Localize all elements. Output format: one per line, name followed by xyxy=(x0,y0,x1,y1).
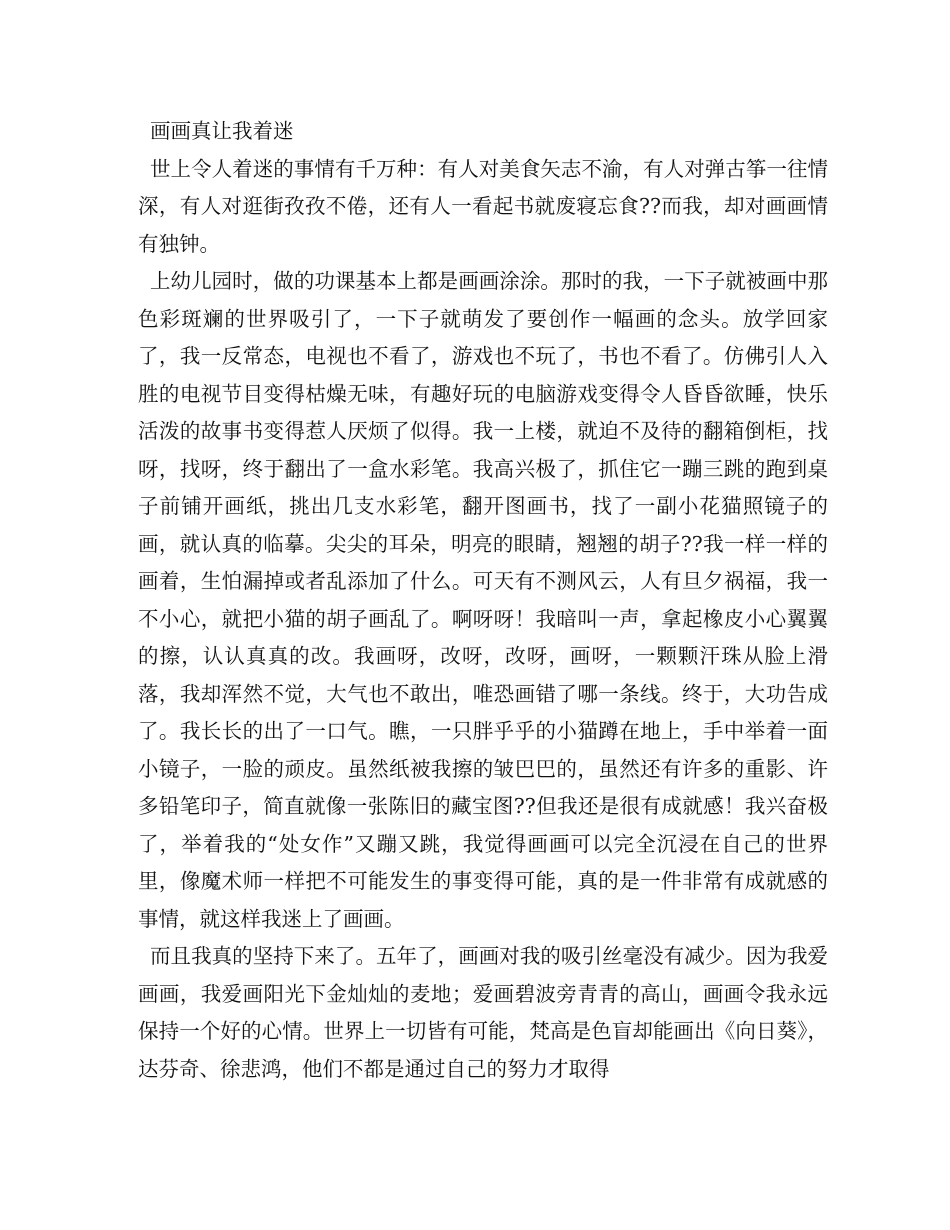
document-title: 画画真让我着迷 xyxy=(150,119,294,143)
paragraph-persistence: 而且我真的坚持下来了。五年了，画画对我的吸引丝毫没有减少。因为我爱画画，我爱画阳光下金灿灿的麦地；爱画碧波旁青青的高山，画画令我永远保持一个好的心情。世界上一切皆有可能，梵高是色盲却能画出《向日葵》，达芬奇、徐悲鸿，他们不都是通过自己的努力才取得 xyxy=(138,944,828,1081)
paragraph-kindergarten: 上幼儿园时，做的功课基本上都是画画涂涂。那时的我，一下子就被画中那色彩斑斓的世界吸引了，一下子就萌发了要创作一幅画的念头。放学回家了，我一反常态，电视也不看了，游戏也不玩了，书也不看了。仿佛引人入胜的电视节目变得枯燥无味，有趣好玩的电脑游戏变得令人昏昏欲睡，快乐活泼的故事书变得惹人厌烦了似得。我一上楼，就迫不及待的翻箱倒柜，找呀，找呀，终于翻出了一盒水彩笔。我高兴极了，抓住它一蹦三跳的跑到桌子前铺开画纸，挑出几支水彩笔，翻开图画书，找了一副小花猫照镜子的画，就认真的临摹。尖尖的耳朵，明亮的眼睛，翘翘的胡子??我一样一样的画着，生怕漏掉或者乱添加了什么。可天有不测风云，人有旦夕祸福，我一不小心，就把小猫的胡子画乱了。啊呀呀！我暗叫一声，拿起橡皮小心翼翼的擦，认认真真的改。我画呀，改呀，改呀，画呀，一颗颗汗珠从脸上滑落，我却浑然不觉，大气也不敢出，唯恐画错了哪一条线。终于，大功告成了。我长长的出了一口气。瞧，一只胖乎乎的小猫蹲在地上，手中举着一面小镜子，一脸的顽皮。虽然纸被我擦的皱巴巴的，虽然还有许多的重影、许多铅笔印子，简直就像一张陈旧的藏宝图??但我还是很有成就感！我兴奋极了，举着我的“处女作”又蹦又跳，我觉得画画可以完全沉浸在自己的世界里，像魔术师一样把不可能发生的事变得可能，真的是一件非常有成就感的事情，就这样我迷上了画画。 xyxy=(138,269,828,931)
document-body xyxy=(138,113,828,1088)
paragraph-intro: 世上令人着迷的事情有千万种：有人对美食矢志不渝，有人对弹古筝一往情深，有人对逛街孜孜不倦，还有人一看起书就废寝忘食??而我，却对画画情有独钟。 xyxy=(138,156,828,256)
